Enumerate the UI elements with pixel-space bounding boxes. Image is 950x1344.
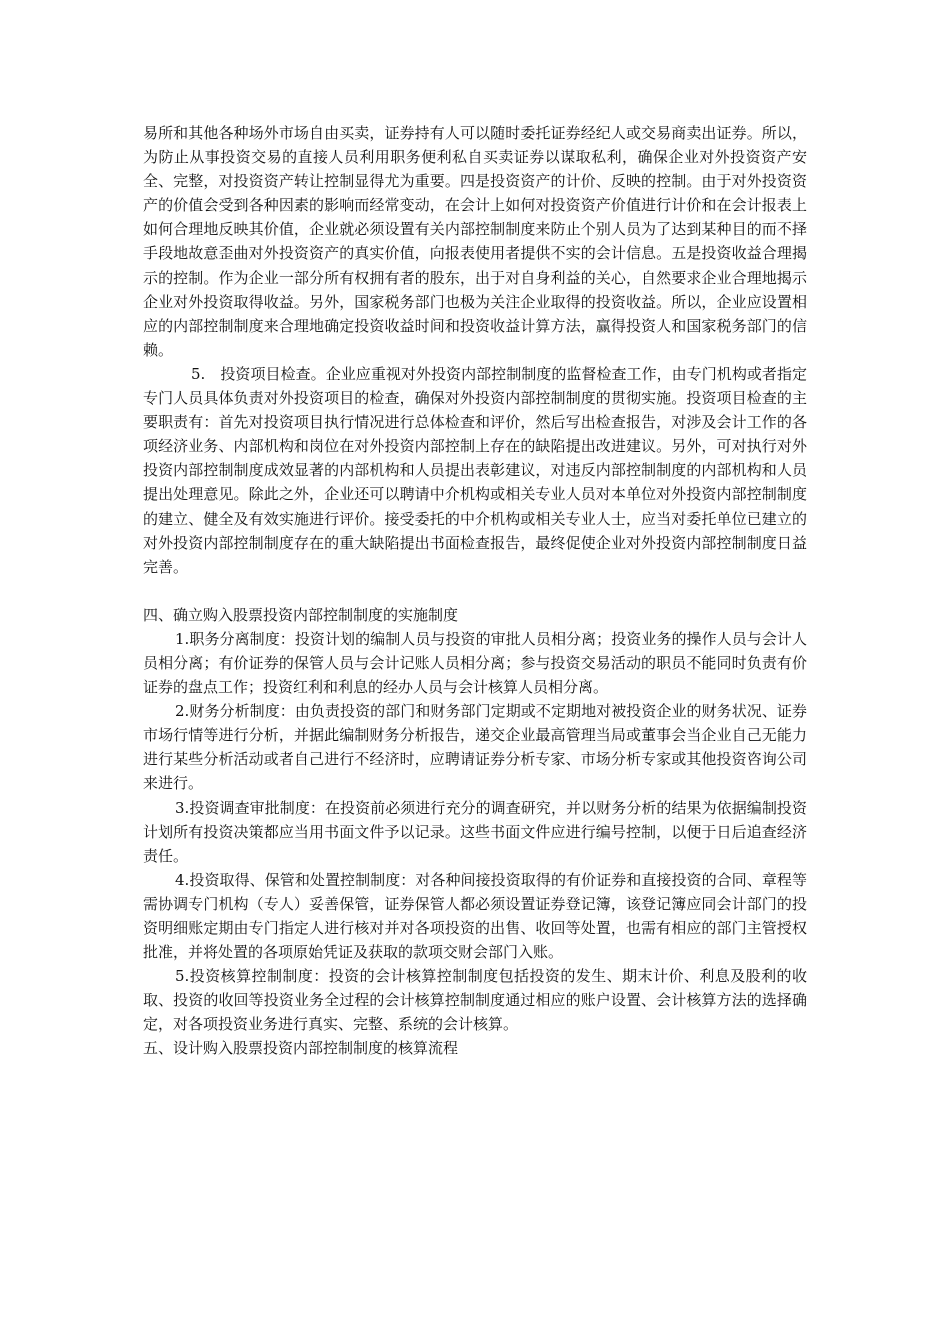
body-paragraph-duty-separation: 1.职务分离制度：投资计划的编制人员与投资的审批人员相分离；投资业务的操作人员与会计人员相分离；有价证券的保管人员与会计记账人员相分离；参与投资交易活动的职员不能同时负责有价证券的盘点工作；投资红利和利息的经办人员与会计核算人员相分离。 — [143, 629, 807, 697]
body-paragraph-continuation: 易所和其他各种场外市场自由买卖，证券持有人可以随时委托证券经纪人或交易商卖出证券。所以，为防止从事投资交易的直接人员利用职务便利私自买卖证券以谋取私利，确保企业对外投资资产安全、完整，对投资资产转让控制显得尤为重要。四是投资资产的计价、反映的控制。由于对外投资资产的价值会受到各种因素的影响而经常变动，在会计上如何对投资资产价值进行计价和在会计报表上如何合理地反映其价值，企业就必须设置有关内部控制制度来防止个别人员为了达到某种目的而不择手段地故意歪曲对外投资资产的真实价值，向报表使用者提供不实的会计信息。五是投资收益合理揭示的控制。作为企业一部分所有权拥有者的股东，出于对自身利益的关心，自然要求企业合理地揭示企业对外投资取得收益。另外，国家税务部门也极为关注企业取得的投资收益。所以，企业应设置相应的内部控制制度来合理地确定投资收益时间和投资收益计算方法，赢得投资人和国家税务部门的信赖。 — [143, 124, 807, 359]
body-paragraph-investment-inspection: 5. 投资项目检查。企业应重视对外投资内部控制制度的监督检查工作，由专门机构或者指定专门人员具体负责对外投资项目的检查，确保对外投资内部控制制度的贯彻实施。投资项目检查的主要职责有：首先对投资项目执行情况进行总体检查和评价，然后写出检查报告，对涉及会计工作的各项经济业务、内部机构和岗位在对外投资内部控制上存在的缺陷提出改进建议。另外，可对执行对外投资内部控制制度成效显著的内部机构和人员提出表彰建议，对违反内部控制制度的内部机构和人员提出处理意见。除此之外，企业还可以聘请中介机构或相关专业人员对本单位对外投资内部控制制度的建立、健全及有效实施进行评价。接受委托的中介机构或相关专业人士，应当对委托单位已建立的对外投资内部控制制度存在的重大缺陷提出书面检查报告，最终促使企业对外投资内部控制制度日益完善。 — [143, 364, 807, 576]
document-page — [143, 121, 807, 1061]
section-heading-5: 五、设计购入股票投资内部控制制度的核算流程 — [143, 1039, 459, 1058]
section-heading-4: 四、确立购入股票投资内部控制制度的实施制度 — [143, 605, 459, 624]
body-paragraph-accounting-control: 5.投资核算控制制度：投资的会计核算控制制度包括投资的发生、期末计价、利息及股利的收取、投资的收回等投资业务全过程的会计核算控制制度通过相应的账户设置、会计核算方法的选择确定，对各项投资业务进行真实、完整、系统的会计核算。 — [143, 967, 807, 1034]
body-paragraph-financial-analysis: 2.财务分析制度：由负责投资的部门和财务部门定期或不定期地对被投资企业的财务状况、证券市场行情等进行分析，并据此编制财务分析报告，递交企业最高管理当局或董事会当企业自己无能力进行某些分析活动或者自己进行不经济时，应聘请证券分析专家、市场分析专家或其他投资咨询公司来进行。 — [143, 702, 807, 793]
body-paragraph-investigation-approval: 3.投资调查审批制度：在投资前必须进行充分的调查研究，并以财务分析的结果为依据编制投资计划所有投资决策都应当用书面文件予以记录。这些书面文件应进行编号控制，以便于日后追查经济责任。 — [143, 798, 807, 865]
body-paragraph-custody-disposal: 4.投资取得、保管和处置控制制度：对各种间接投资取得的有价证券和直接投资的合同、章程等需协调专门机构（专人）妥善保管，证券保管人都必须设置证券登记簿，该登记簿应同会计部门的投资明细账定期由专门指定人进行核对并对各项投资的出售、收回等处置，也需有相应的部门主管授权批准，并将处置的各项原始凭证及获取的款项交财会部门入账。 — [143, 870, 807, 962]
